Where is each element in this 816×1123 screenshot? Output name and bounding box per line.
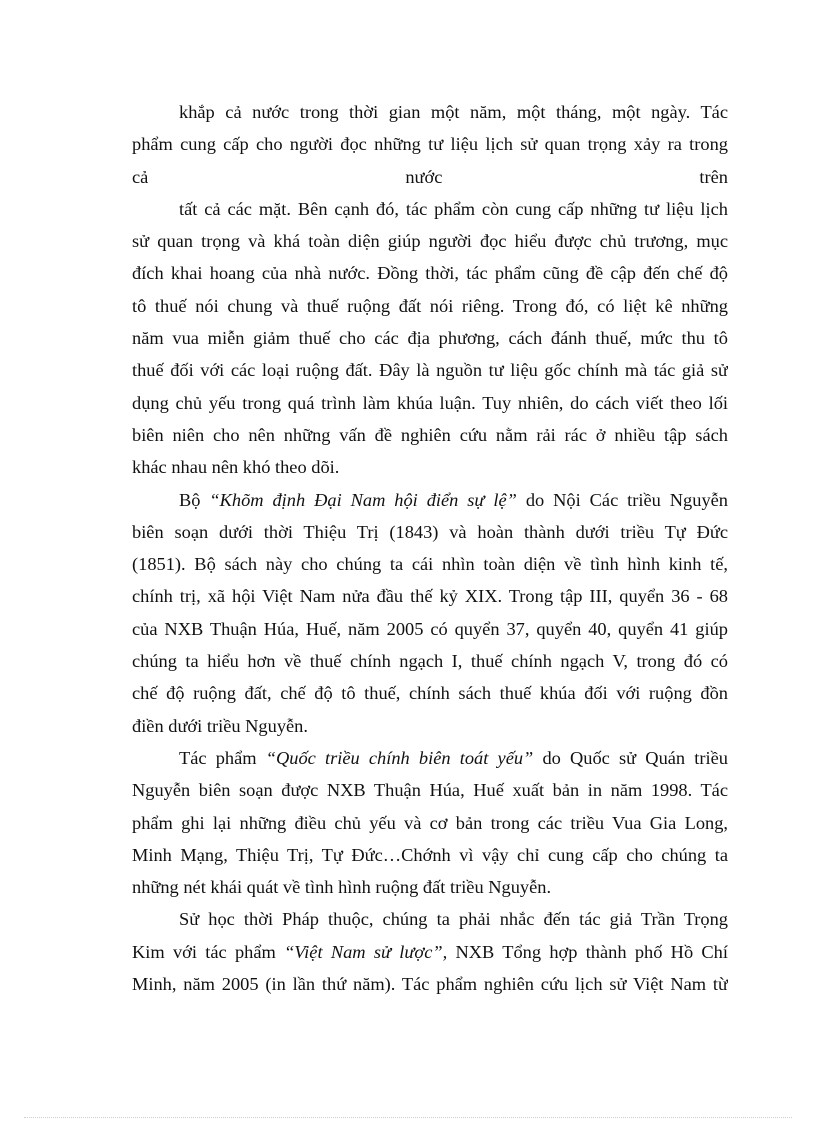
text-line bbox=[132, 677, 728, 709]
text-line bbox=[132, 354, 728, 386]
text-line bbox=[132, 161, 728, 193]
line-text: tô thuế nói chung và thuế ruộng đất nói riêng. Trong đó, có liệt kê những bbox=[132, 295, 728, 316]
line-text: thuế đối với các loại ruộng đất. Đây là nguồn tư liệu gốc chính mà tác giả sử bbox=[132, 360, 728, 381]
text-line bbox=[132, 193, 728, 225]
body-text bbox=[132, 96, 728, 1000]
line-text: khắp cả nước trong thời gian một năm, một tháng, một ngày. Tác bbox=[179, 102, 728, 122]
line-text: NXB Tổng hợp thành phố Hồ Chí bbox=[447, 941, 728, 962]
text-line bbox=[132, 774, 728, 806]
line-text: đích khai hoang của nhà nước. Đồng thời, tác phẩm cũng đề cập đến chế độ bbox=[132, 263, 728, 284]
line-text: Sử học thời Pháp thuộc, chúng ta phải nhắc đến tác giả Trần Trọng bbox=[179, 909, 728, 930]
line-text: (1851). Bộ sách này cho chúng ta cái nhìn toàn diện về tình hình kinh tế, bbox=[132, 554, 728, 575]
text-line bbox=[132, 580, 728, 612]
line-text: những nét khái quát về tình hình ruộng đất triều Nguyễn. bbox=[132, 877, 552, 898]
text-line bbox=[132, 903, 728, 935]
line-text: phẩm ghi lại những điều chủ yếu và cơ bản trong các triều Vua Gia Long, bbox=[132, 812, 728, 833]
text-line bbox=[132, 936, 728, 968]
text-line bbox=[132, 451, 728, 483]
line-text: Bộ bbox=[179, 489, 210, 510]
line-text: Minh Mạng, Thiệu Trị, Tự Đức…Chớnh vì vậy chỉ cung cấp cho chúng ta bbox=[132, 844, 728, 865]
text-line bbox=[132, 548, 728, 580]
text-line bbox=[132, 968, 728, 1000]
line-text: do Nội Các triều Nguyễn bbox=[516, 489, 728, 510]
text-line bbox=[132, 257, 728, 289]
page-bottom-divider bbox=[24, 1117, 792, 1118]
line-text: chúng ta hiểu hơn về thuế chính ngạch I, thuế chính ngạch V, trong đó có bbox=[132, 651, 728, 672]
line-text: chế độ ruộng đất, chế độ tô thuế, chính sách thuế khúa đối với ruộng đồn bbox=[132, 683, 728, 704]
italic-title-text: “Việt Nam sử lược”, bbox=[284, 941, 448, 962]
line-text: năm vua miễn giảm thuế cho các địa phương, cách đánh thuế, mức thu tô bbox=[132, 328, 728, 349]
line-text: biên soạn dưới thời Thiệu Trị (1843) và hoàn thành dưới triều Tự Đức bbox=[132, 521, 728, 542]
text-line bbox=[132, 742, 728, 774]
line-text: biên niên cho nên những vấn đề nghiên cứu nằm rải rác ở nhiều tập sách bbox=[132, 424, 728, 445]
text-line bbox=[132, 419, 728, 451]
line-text: điền dưới triều Nguyễn. bbox=[132, 715, 308, 736]
text-line bbox=[132, 710, 728, 742]
text-line bbox=[132, 96, 728, 128]
line-text: tất cả các mặt. Bên cạnh đó, tác phẩm còn cung cấp những tư liệu lịch bbox=[179, 198, 728, 219]
text-line bbox=[132, 516, 728, 548]
line-text: Nguyễn biên soạn được NXB Thuận Húa, Huế xuất bản in năm 1998. Tác bbox=[132, 780, 728, 801]
line-text: Tác phẩm bbox=[179, 747, 266, 768]
text-line bbox=[132, 322, 728, 354]
text-line bbox=[132, 645, 728, 677]
italic-title-text: “Khõm định Đại Nam hội điển sự lệ” bbox=[209, 489, 517, 510]
text-line bbox=[132, 225, 728, 257]
line-text: do Quốc sử Quán triều bbox=[533, 747, 728, 768]
line-text: dụng chủ yếu trong quá trình làm khúa luận. Tuy nhiên, do cách viết theo lối bbox=[132, 392, 728, 413]
text-line bbox=[132, 484, 728, 516]
line-text: khác nhau nên khó theo dõi. bbox=[132, 457, 340, 478]
text-line bbox=[132, 613, 728, 645]
text-line bbox=[132, 387, 728, 419]
line-text: Kim với tác phẩm bbox=[132, 941, 285, 962]
text-line bbox=[132, 871, 728, 903]
line-text: sử quan trọng và khá toàn diện giúp người đọc hiểu được chủ trương, mục bbox=[132, 231, 728, 252]
line-text: cả nước trên bbox=[132, 166, 728, 187]
line-text: của NXB Thuận Húa, Huế, năm 2005 có quyển 37, quyển 40, quyển 41 giúp bbox=[132, 618, 728, 639]
line-text: Minh, năm 2005 (in lần thứ năm). Tác phẩm nghiên cứu lịch sử Việt Nam từ bbox=[132, 974, 728, 995]
text-line bbox=[132, 839, 728, 871]
italic-title-text: “Quốc triều chính biên toát yếu” bbox=[265, 747, 534, 768]
line-text: chính trị, xã hội Việt Nam nửa đầu thế kỷ XIX. Trong tập III, quyển 36 - 68 bbox=[132, 586, 728, 607]
text-line bbox=[132, 290, 728, 322]
line-text: phẩm cung cấp cho người đọc những tư liệu lịch sử quan trọng xảy ra trong bbox=[132, 134, 728, 155]
text-line bbox=[132, 807, 728, 839]
text-line bbox=[132, 128, 728, 160]
